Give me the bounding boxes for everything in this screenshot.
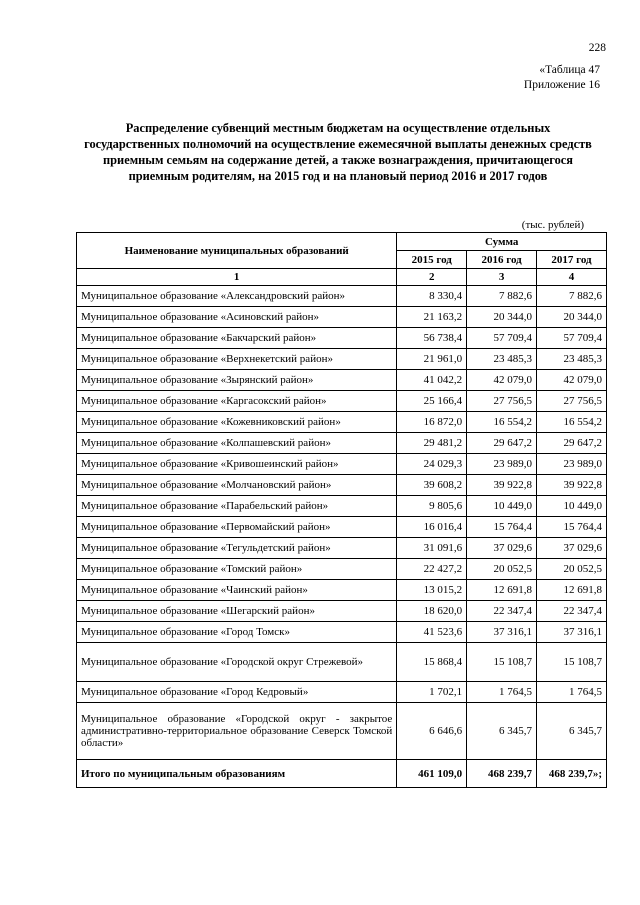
- table-row: [77, 517, 607, 538]
- value-2016: 15 108,7: [467, 643, 537, 682]
- value-2016: 37 316,1: [467, 622, 537, 643]
- value-2017: 42 079,0: [537, 370, 607, 391]
- value-2016: 20 344,0: [467, 307, 537, 328]
- value-2015: 9 805,6: [397, 496, 467, 517]
- municipality-name: Муниципальное образование «Городской округ Стрежевой»: [77, 643, 397, 682]
- municipality-name: Муниципальное образование «Бакчарский район»: [77, 328, 397, 349]
- value-2016: 6 345,7: [467, 703, 537, 760]
- value-2015: 39 608,2: [397, 475, 467, 496]
- municipality-name: Муниципальное образование «Кожевниковский район»: [77, 412, 397, 433]
- value-2017: 7 882,6: [537, 286, 607, 307]
- table-row: [77, 682, 607, 703]
- table-row: [77, 307, 607, 328]
- value-2017: 20 344,0: [537, 307, 607, 328]
- column-number: 2: [397, 269, 467, 286]
- value-2015: 18 620,0: [397, 601, 467, 622]
- value-2016: 23 989,0: [467, 454, 537, 475]
- value-2016: 10 449,0: [467, 496, 537, 517]
- value-2015: 31 091,6: [397, 538, 467, 559]
- value-2016: 27 756,5: [467, 391, 537, 412]
- page-number: 228: [588, 42, 606, 54]
- table-number: «Таблица 47: [539, 64, 600, 76]
- value-2015: 1 702,1: [397, 682, 467, 703]
- value-2015: 29 481,2: [397, 433, 467, 454]
- table-row: [77, 559, 607, 580]
- total-2016: 468 239,7: [467, 760, 537, 788]
- value-2015: 21 163,2: [397, 307, 467, 328]
- value-2015: 41 523,6: [397, 622, 467, 643]
- header-sum: Сумма: [397, 233, 607, 251]
- municipality-name: Муниципальное образование «Город Кедровый»: [77, 682, 397, 703]
- table-row: [77, 496, 607, 517]
- appendix-number: Приложение 16: [523, 79, 600, 91]
- value-2017: 12 691,8: [537, 580, 607, 601]
- value-2016: 15 764,4: [467, 517, 537, 538]
- municipality-name: Муниципальное образование «Асиновский район»: [77, 307, 397, 328]
- document-title: Распределение субвенций местным бюджетам на осуществление отдельных государственных полномочий на осуществление ежемесячной выплаты денежных средств приемным семьям на содержание детей, а также вознаграждения, причитающегося приемным родителям, на 2015 год и на плановый период 2016 и 2017 годов: [84, 121, 592, 183]
- table-row: [77, 391, 607, 412]
- table-row: [77, 601, 607, 622]
- value-2017: 23 989,0: [537, 454, 607, 475]
- value-2017: 22 347,4: [537, 601, 607, 622]
- value-2017: 1 764,5: [537, 682, 607, 703]
- table-row: [77, 643, 607, 682]
- value-2016: 16 554,2: [467, 412, 537, 433]
- header-municipality: Наименование муниципальных образований: [77, 233, 397, 269]
- value-2016: 1 764,5: [467, 682, 537, 703]
- value-2017: 27 756,5: [537, 391, 607, 412]
- value-2017: 39 922,8: [537, 475, 607, 496]
- value-2015: 56 738,4: [397, 328, 467, 349]
- value-2015: 41 042,2: [397, 370, 467, 391]
- value-2017: 15 764,4: [537, 517, 607, 538]
- municipality-name: Муниципальное образование «Зырянский район»: [77, 370, 397, 391]
- value-2015: 21 961,0: [397, 349, 467, 370]
- table-row: [77, 370, 607, 391]
- value-2016: 23 485,3: [467, 349, 537, 370]
- municipality-name: Муниципальное образование «Городской округ - закрытое административно-территориальное образование Северск Томской области»: [77, 703, 397, 760]
- subsidy-table: [76, 232, 607, 788]
- municipality-name: Муниципальное образование «Верхнекетский район»: [77, 349, 397, 370]
- municipality-name: Муниципальное образование «Колпашевский район»: [77, 433, 397, 454]
- total-row: [77, 760, 607, 788]
- value-2017: 6 345,7: [537, 703, 607, 760]
- table-row: [77, 703, 607, 760]
- municipality-name: Муниципальное образование «Кривошеинский район»: [77, 454, 397, 475]
- municipality-name: Муниципальное образование «Первомайский район»: [77, 517, 397, 538]
- header-year-2015: 2015 год: [397, 251, 467, 269]
- column-number: 3: [467, 269, 537, 286]
- value-2016: 20 052,5: [467, 559, 537, 580]
- table-row: [77, 286, 607, 307]
- municipality-name: Муниципальное образование «Александровский район»: [77, 286, 397, 307]
- value-2016: 42 079,0: [467, 370, 537, 391]
- table-row: [77, 580, 607, 601]
- table-row: [77, 454, 607, 475]
- column-number: 4: [537, 269, 607, 286]
- value-2017: 29 647,2: [537, 433, 607, 454]
- value-2016: 57 709,4: [467, 328, 537, 349]
- column-number: 1: [77, 269, 397, 286]
- value-2017: 57 709,4: [537, 328, 607, 349]
- value-2015: 15 868,4: [397, 643, 467, 682]
- table-row: [77, 475, 607, 496]
- municipality-name: Муниципальное образование «Город Томск»: [77, 622, 397, 643]
- municipality-name: Муниципальное образование «Чаинский район»: [77, 580, 397, 601]
- value-2017: 20 052,5: [537, 559, 607, 580]
- table-row: [77, 538, 607, 559]
- municipality-name: Муниципальное образование «Шегарский район»: [77, 601, 397, 622]
- value-2017: 10 449,0: [537, 496, 607, 517]
- header-year-2016: 2016 год: [467, 251, 537, 269]
- value-2015: 6 646,6: [397, 703, 467, 760]
- value-2016: 39 922,8: [467, 475, 537, 496]
- value-2016: 22 347,4: [467, 601, 537, 622]
- value-2017: 16 554,2: [537, 412, 607, 433]
- table-row: [77, 433, 607, 454]
- value-2015: 13 015,2: [397, 580, 467, 601]
- table-row: [77, 328, 607, 349]
- table-row: [77, 349, 607, 370]
- value-2016: 12 691,8: [467, 580, 537, 601]
- table-row: [77, 622, 607, 643]
- value-2015: 25 166,4: [397, 391, 467, 412]
- municipality-name: Муниципальное образование «Тегульдетский район»: [77, 538, 397, 559]
- value-2015: 16 872,0: [397, 412, 467, 433]
- value-2016: 29 647,2: [467, 433, 537, 454]
- value-2017: 37 029,6: [537, 538, 607, 559]
- municipality-name: Муниципальное образование «Молчановский район»: [77, 475, 397, 496]
- municipality-name: Муниципальное образование «Каргасокский район»: [77, 391, 397, 412]
- value-2017: 15 108,7: [537, 643, 607, 682]
- value-2015: 16 016,4: [397, 517, 467, 538]
- total-label: Итого по муниципальным образованиям: [77, 760, 397, 788]
- units-label: (тыс. рублей): [521, 219, 584, 231]
- value-2017: 23 485,3: [537, 349, 607, 370]
- value-2016: 7 882,6: [467, 286, 537, 307]
- total-2015: 461 109,0: [397, 760, 467, 788]
- table-reference: [524, 63, 600, 93]
- value-2015: 8 330,4: [397, 286, 467, 307]
- municipality-name: Муниципальное образование «Парабельский район»: [77, 496, 397, 517]
- header-year-2017: 2017 год: [537, 251, 607, 269]
- value-2017: 37 316,1: [537, 622, 607, 643]
- table-row: [77, 412, 607, 433]
- value-2016: 37 029,6: [467, 538, 537, 559]
- value-2015: 22 427,2: [397, 559, 467, 580]
- municipality-name: Муниципальное образование «Томский район»: [77, 559, 397, 580]
- total-2017: 468 239,7»;: [537, 760, 607, 788]
- value-2015: 24 029,3: [397, 454, 467, 475]
